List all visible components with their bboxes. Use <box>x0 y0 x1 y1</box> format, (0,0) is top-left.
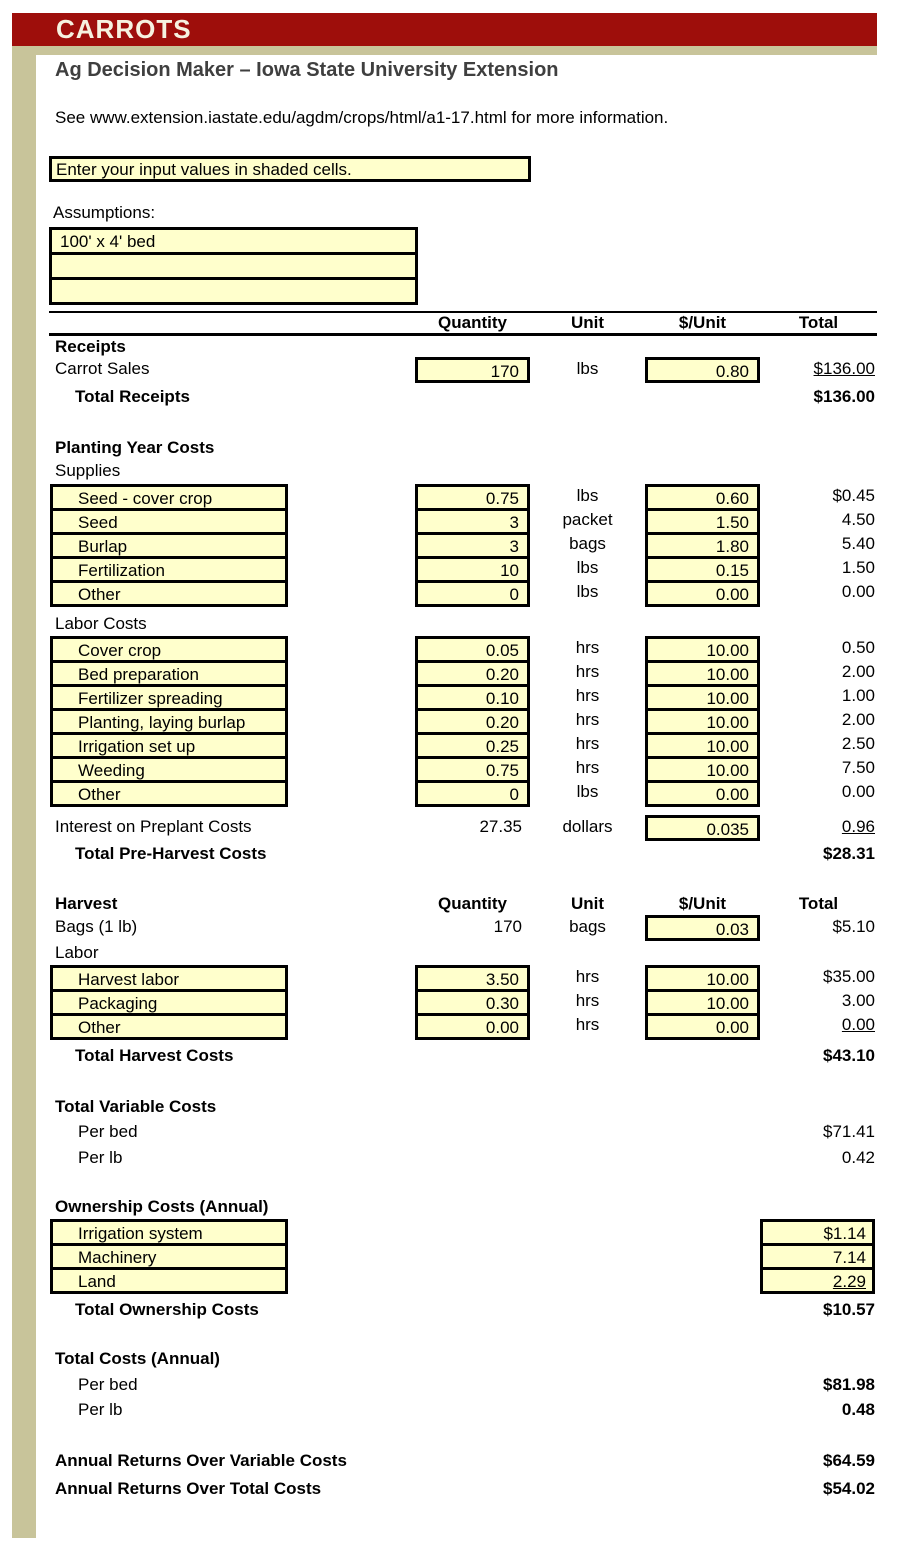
assumptions-box <box>49 227 418 305</box>
harvest-heading: Harvest <box>55 893 118 913</box>
receipts-heading: Receipts <box>55 337 126 356</box>
per-lb-row <box>36 1399 877 1420</box>
label-input[interactable]: Other <box>50 580 288 607</box>
quantity-input[interactable]: 3 <box>415 532 530 559</box>
total-harvest-row <box>36 1045 877 1067</box>
quantity-input[interactable]: 0 <box>415 580 530 607</box>
harvest-labor-group <box>36 965 877 1040</box>
harvest-labor-row <box>36 965 877 992</box>
label-input[interactable]: Harvest labor <box>50 965 288 992</box>
unit-label: hrs <box>575 758 600 777</box>
ownership-row <box>36 1219 877 1246</box>
quantity-input[interactable]: 0.25 <box>415 732 530 759</box>
label-input[interactable]: Planting, laying burlap <box>50 708 288 735</box>
quantity-input[interactable]: 0.75 <box>415 484 530 511</box>
interest-row <box>36 815 877 841</box>
quantity-input[interactable]: 3 <box>415 508 530 535</box>
price-input[interactable]: 0.03 <box>645 915 760 941</box>
value-input[interactable]: 7.14 <box>760 1243 875 1270</box>
quantity-input[interactable]: 3.50 <box>415 965 530 992</box>
price-input[interactable]: 10.00 <box>645 732 760 759</box>
row-total: 0.96 <box>841 817 875 836</box>
row-label: Annual Returns Over Variable Costs <box>55 1451 347 1470</box>
variable-costs-heading: Total Variable Costs <box>55 1097 217 1116</box>
quantity-input[interactable]: 0.10 <box>415 684 530 711</box>
label-input[interactable]: Machinery <box>50 1243 288 1270</box>
unit-label: hrs <box>575 710 600 729</box>
label-input[interactable]: Packaging <box>50 989 288 1016</box>
labor-row <box>36 780 877 807</box>
assumption-input[interactable]: 100' x 4' bed <box>49 227 418 255</box>
price-input[interactable]: 0.00 <box>645 780 760 807</box>
harvest-header <box>36 893 877 914</box>
label-input[interactable]: Bed preparation <box>50 660 288 687</box>
supplies-row <box>36 532 877 559</box>
total-value: $10.57 <box>823 1300 875 1319</box>
price-input[interactable]: 10.00 <box>645 684 760 711</box>
assumption-input[interactable] <box>49 252 418 280</box>
row-total: $35.00 <box>823 967 875 986</box>
row-total: 5.40 <box>841 534 875 553</box>
col-unit: Unit <box>570 893 605 913</box>
ownership-group <box>36 1219 877 1294</box>
labor-row <box>36 732 877 759</box>
unit-label: hrs <box>575 638 600 657</box>
supplies-group <box>36 484 877 607</box>
per-bed-row <box>36 1121 877 1142</box>
price-input[interactable]: 0.60 <box>645 484 760 511</box>
assumptions-label: Assumptions: <box>53 203 156 222</box>
row-value: $54.02 <box>823 1479 875 1498</box>
unit-label: lbs <box>576 558 599 577</box>
unit-label: hrs <box>575 967 600 986</box>
value-input[interactable] <box>760 1267 875 1294</box>
row-total: 0.50 <box>841 638 875 657</box>
row-total: $0.45 <box>832 486 875 505</box>
row-value: $81.98 <box>823 1374 875 1394</box>
row-label: Per bed <box>78 1374 138 1394</box>
unit-label: lbs <box>576 486 599 505</box>
planting-heading: Planting Year Costs <box>55 438 215 457</box>
quantity-value: 170 <box>493 917 522 936</box>
label-input[interactable]: Irrigation system <box>50 1219 288 1246</box>
labor-row <box>36 636 877 663</box>
total-label: Total Ownership Costs <box>75 1300 259 1319</box>
total-ownership-row <box>36 1299 877 1321</box>
quantity-input[interactable]: 0 <box>415 780 530 807</box>
instruction-box: Enter your input values in shaded cells. <box>49 156 531 182</box>
row-total: 0.00 <box>841 582 875 601</box>
supplies-row <box>36 556 877 583</box>
label-input[interactable]: Burlap <box>50 532 288 559</box>
carrot-sales-row <box>36 357 877 383</box>
supplies-row <box>36 580 877 607</box>
row-total: $5.10 <box>832 917 875 936</box>
col-quantity: Quantity <box>438 313 507 332</box>
unit-label: hrs <box>575 686 600 705</box>
label-input[interactable]: Fertilization <box>50 556 288 583</box>
total-preharvest-row <box>36 843 877 865</box>
unit-label: packet <box>562 510 613 529</box>
supplies-row <box>36 484 877 511</box>
price-input[interactable]: 0.00 <box>645 580 760 607</box>
unit-label: hrs <box>575 734 600 753</box>
row-total: 4.50 <box>841 510 875 529</box>
total-costs-heading: Total Costs (Annual) <box>55 1349 220 1368</box>
price-input[interactable]: 10.00 <box>645 756 760 783</box>
label-input[interactable]: Cover crop <box>50 636 288 663</box>
unit-label: hrs <box>575 662 600 681</box>
worksheet <box>36 55 877 1500</box>
labor-costs-label: Labor Costs <box>55 614 147 633</box>
info-line: See www.extension.iastate.edu/agdm/crops/html/a1-17.html for more information. <box>55 108 669 127</box>
row-value: $71.41 <box>823 1121 875 1141</box>
label-input[interactable]: Other <box>50 1013 288 1040</box>
price-input[interactable]: 10.00 <box>645 660 760 687</box>
labor-row <box>36 708 877 735</box>
col-per-unit: $/Unit <box>678 313 727 332</box>
tan-left-border <box>12 46 36 1538</box>
price-input[interactable]: 1.80 <box>645 532 760 559</box>
row-label: Per bed <box>78 1121 138 1141</box>
row-total: 0.00 <box>841 1015 875 1034</box>
harvest-labor-row <box>36 1013 877 1040</box>
subtitle: Ag Decision Maker – Iowa State University Extension <box>55 59 559 81</box>
returns-variable-row <box>36 1450 877 1472</box>
row-total: $136.00 <box>813 359 875 378</box>
ownership-row <box>36 1267 877 1294</box>
tan-divider <box>12 46 877 55</box>
row-total: 7.50 <box>841 758 875 777</box>
unit-label: lbs <box>576 582 599 601</box>
per-bed-row <box>36 1374 877 1395</box>
total-value: $43.10 <box>823 1046 875 1065</box>
row-label: Per lb <box>78 1147 123 1167</box>
label-input[interactable]: Land <box>50 1267 288 1294</box>
col-quantity: Quantity <box>438 893 507 913</box>
price-input[interactable]: 0.80 <box>645 357 760 383</box>
price-input[interactable]: 10.00 <box>645 636 760 663</box>
labor-row <box>36 660 877 687</box>
assumption-input[interactable] <box>49 277 418 305</box>
row-total: 2.00 <box>841 710 875 729</box>
harvest-labor-label: Labor <box>55 943 99 962</box>
total-label: Total Pre-Harvest Costs <box>75 844 267 863</box>
quantity-input[interactable]: 0.75 <box>415 756 530 783</box>
quantity-input[interactable]: 10 <box>415 556 530 583</box>
unit-label: dollars <box>562 817 613 836</box>
price-input[interactable]: 1.50 <box>645 508 760 535</box>
label-input[interactable]: Other <box>50 780 288 807</box>
total-receipts-row <box>36 386 877 408</box>
col-per-unit: $/Unit <box>678 893 727 913</box>
per-lb-row <box>36 1147 877 1168</box>
total-value: $136.00 <box>813 387 875 406</box>
label-input[interactable]: Fertilizer spreading <box>50 684 288 711</box>
quantity-input[interactable]: 0.05 <box>415 636 530 663</box>
total-label: Total Receipts <box>75 387 190 406</box>
quantity-value: 27.35 <box>479 817 522 836</box>
price-input[interactable]: 0.00 <box>645 1013 760 1040</box>
unit-label: lbs <box>576 782 599 801</box>
row-label: Carrot Sales <box>55 359 150 378</box>
col-total: Total <box>798 313 839 332</box>
value-input[interactable]: $1.14 <box>760 1219 875 1246</box>
returns-total-row <box>36 1478 877 1500</box>
unit-label: bags <box>569 917 606 936</box>
supplies-label: Supplies <box>55 461 121 480</box>
label-input[interactable]: Seed <box>50 508 288 535</box>
row-total: 1.00 <box>841 686 875 705</box>
col-unit: Unit <box>570 313 605 332</box>
quantity-input[interactable]: 0.00 <box>415 1013 530 1040</box>
column-header <box>49 311 877 336</box>
bags-row <box>36 915 877 941</box>
labor-row <box>36 684 877 711</box>
label-input[interactable]: Seed - cover crop <box>50 484 288 511</box>
price-input[interactable]: 10.00 <box>645 989 760 1016</box>
unit-label: hrs <box>575 991 600 1010</box>
row-label: Annual Returns Over Total Costs <box>55 1479 322 1498</box>
row-total: 2.50 <box>841 734 875 753</box>
row-value: 0.42 <box>841 1147 875 1167</box>
unit-label: lbs <box>576 359 599 378</box>
harvest-labor-row <box>36 989 877 1016</box>
quantity-input[interactable]: 0.30 <box>415 989 530 1016</box>
row-total: 3.00 <box>841 991 875 1010</box>
supplies-row <box>36 508 877 535</box>
row-total: 2.00 <box>841 662 875 681</box>
row-value: 0.48 <box>841 1399 875 1419</box>
col-total: Total <box>798 893 839 913</box>
page-title: CARROTS <box>12 13 877 46</box>
label-input[interactable]: Irrigation set up <box>50 732 288 759</box>
ownership-row <box>36 1243 877 1270</box>
ownership-heading: Ownership Costs (Annual) <box>55 1197 269 1216</box>
row-label: Per lb <box>78 1399 123 1419</box>
quantity-input[interactable]: 0.20 <box>415 660 530 687</box>
row-value: 2.29 <box>832 1272 866 1291</box>
row-label: Interest on Preplant Costs <box>55 817 252 836</box>
total-value: $28.31 <box>823 844 875 863</box>
labor-row <box>36 756 877 783</box>
price-input[interactable]: 10.00 <box>645 708 760 735</box>
price-input[interactable]: 10.00 <box>645 965 760 992</box>
quantity-input[interactable]: 0.20 <box>415 708 530 735</box>
unit-label: hrs <box>575 1015 600 1034</box>
row-total: 0.00 <box>841 782 875 801</box>
row-total: 1.50 <box>841 558 875 577</box>
labor-group <box>36 636 877 807</box>
price-input[interactable]: 0.15 <box>645 556 760 583</box>
total-label: Total Harvest Costs <box>75 1046 234 1065</box>
unit-label: bags <box>569 534 606 553</box>
row-label: Bags (1 lb) <box>55 917 138 936</box>
row-value: $64.59 <box>823 1451 875 1470</box>
quantity-input[interactable]: 170 <box>415 357 530 383</box>
price-input[interactable]: 0.035 <box>645 815 760 841</box>
label-input[interactable]: Weeding <box>50 756 288 783</box>
